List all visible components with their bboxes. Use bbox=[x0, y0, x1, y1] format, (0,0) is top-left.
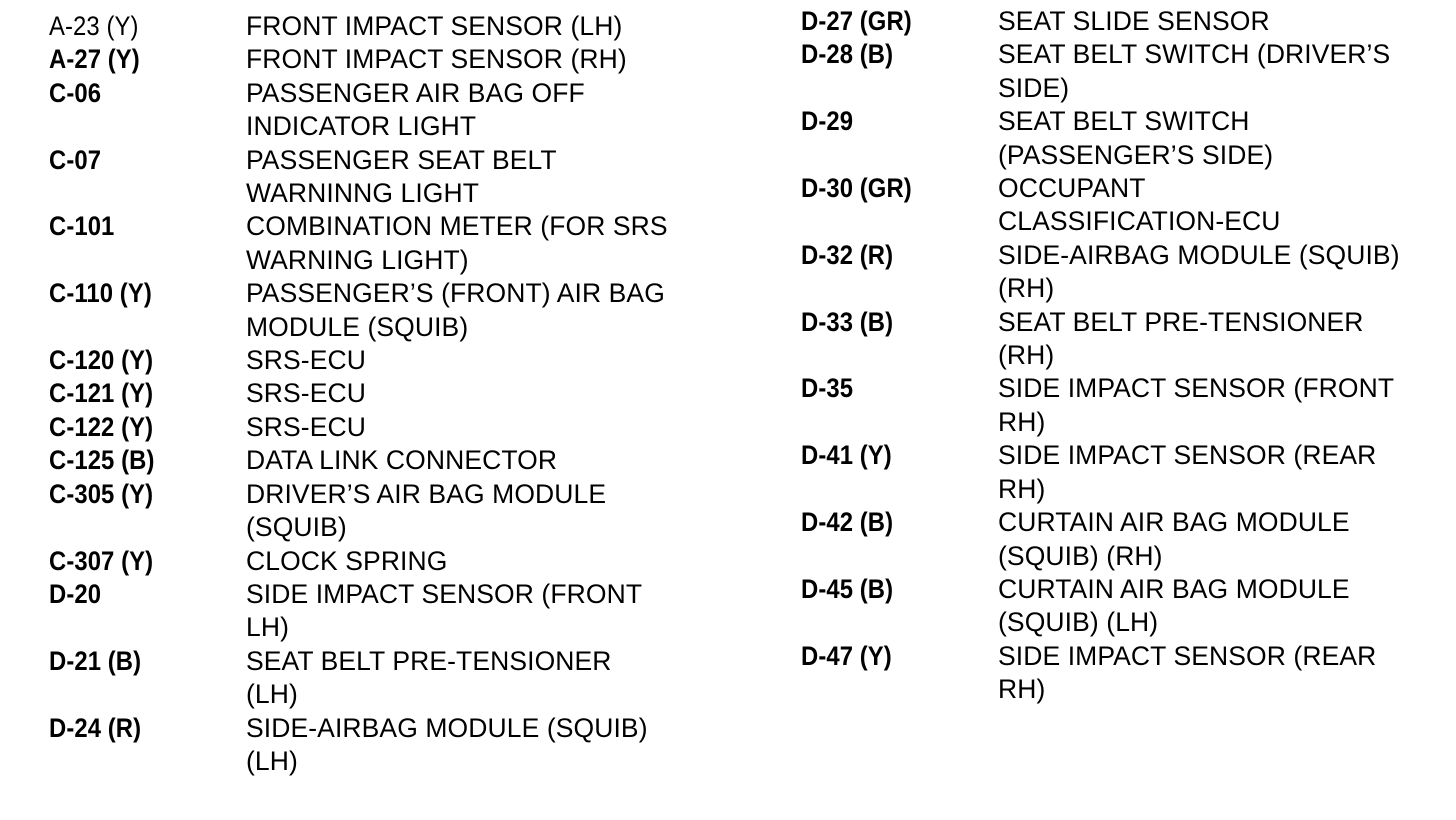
connector-description bbox=[246, 578, 696, 645]
connector-entry bbox=[49, 645, 696, 712]
connector-entry bbox=[801, 640, 1438, 707]
description-line: (LH) bbox=[246, 745, 298, 776]
connector-description bbox=[246, 43, 696, 76]
description-line: (SQUIB) (RH) bbox=[998, 540, 1163, 571]
connector-description bbox=[998, 239, 1438, 306]
description-line: (RH) bbox=[998, 340, 1055, 371]
connector-description bbox=[998, 439, 1438, 506]
connector-code: D-32 (R) bbox=[801, 239, 894, 270]
description-line: SRS-ECU bbox=[246, 411, 366, 442]
connector-code: D-41 (Y) bbox=[801, 440, 892, 471]
description-line: SIDE IMPACT SENSOR (FRONT bbox=[998, 373, 1395, 404]
connector-entry bbox=[49, 478, 696, 545]
description-line: SEAT BELT PRE-TENSIONER bbox=[246, 645, 612, 676]
connector-description bbox=[246, 277, 696, 344]
description-line: FRONT IMPACT SENSOR (LH) bbox=[246, 11, 623, 41]
description-line: PASSENGER AIR BAG OFF bbox=[246, 77, 585, 108]
connector-code: D-27 (GR) bbox=[801, 6, 912, 36]
connector-entry bbox=[49, 344, 696, 377]
connector-entry bbox=[49, 144, 696, 211]
connector-code: D-21 (B) bbox=[49, 645, 142, 676]
connector-description bbox=[246, 444, 696, 477]
connector-description bbox=[246, 144, 696, 211]
description-line: LH) bbox=[246, 612, 290, 643]
connector-entry bbox=[801, 506, 1438, 573]
connector-description bbox=[246, 411, 696, 444]
description-line: DRIVER’S AIR BAG MODULE bbox=[246, 478, 607, 509]
connector-code: D-47 (Y) bbox=[801, 640, 892, 671]
connector-description bbox=[246, 545, 696, 578]
description-line: SIDE) bbox=[998, 72, 1070, 103]
connector-description bbox=[998, 640, 1438, 707]
connector-entry bbox=[49, 545, 696, 578]
connector-code: D-45 (B) bbox=[801, 573, 894, 604]
connector-code: C-101 bbox=[49, 211, 115, 242]
connector-code: D-20 bbox=[49, 578, 102, 609]
connector-description bbox=[998, 506, 1438, 573]
connector-entry bbox=[49, 444, 696, 477]
connector-entry bbox=[801, 105, 1438, 172]
description-line: SIDE IMPACT SENSOR (FRONT bbox=[246, 578, 643, 609]
connector-description bbox=[246, 478, 696, 545]
connector-code: C-07 bbox=[49, 144, 102, 175]
description-line: DATA LINK CONNECTOR bbox=[246, 445, 558, 476]
connector-description bbox=[246, 210, 696, 277]
description-line: SIDE IMPACT SENSOR (REAR bbox=[998, 440, 1377, 471]
connector-description bbox=[998, 172, 1438, 239]
connector-code: C-06 bbox=[49, 77, 102, 108]
connector-entry bbox=[801, 239, 1438, 306]
description-line: CLOCK SPRING bbox=[246, 545, 448, 576]
connector-code: D-28 (B) bbox=[801, 39, 894, 70]
connector-description bbox=[246, 377, 696, 410]
description-line: RH) bbox=[998, 406, 1046, 437]
connector-description bbox=[998, 38, 1438, 105]
description-line: COMBINATION METER (FOR SRS bbox=[246, 211, 668, 242]
connector-code: C-122 (Y) bbox=[49, 411, 154, 442]
connector-code: C-307 (Y) bbox=[49, 545, 154, 576]
description-line: MODULE (SQUIB) bbox=[246, 311, 469, 342]
connector-entry bbox=[801, 38, 1438, 105]
connector-entry bbox=[801, 306, 1438, 373]
connector-code: D-33 (B) bbox=[801, 306, 894, 337]
connector-entry bbox=[49, 578, 696, 645]
description-line: RH) bbox=[998, 473, 1046, 504]
description-line: CURTAIN AIR BAG MODULE bbox=[998, 507, 1350, 538]
connector-code: D-29 bbox=[801, 106, 854, 137]
connector-code: C-305 (Y) bbox=[49, 478, 154, 509]
connector-entry bbox=[49, 77, 696, 144]
description-line: PASSENGER SEAT BELT bbox=[246, 144, 557, 175]
description-line: WARNINNG LIGHT bbox=[246, 178, 480, 209]
connector-entry bbox=[49, 411, 696, 444]
description-line: SRS-ECU bbox=[246, 345, 366, 376]
right-connector-list bbox=[801, 5, 1438, 707]
description-line: (SQUIB) (LH) bbox=[998, 607, 1159, 638]
description-line: SIDE-AIRBAG MODULE (SQUIB) bbox=[998, 239, 1400, 270]
description-line: (SQUIB) bbox=[246, 512, 347, 543]
description-line: CLASSIFICATION-ECU bbox=[998, 206, 1281, 237]
description-line: INDICATOR LIGHT bbox=[246, 111, 477, 142]
connector-entry bbox=[49, 43, 696, 76]
description-line: SEAT SLIDE SENSOR bbox=[998, 6, 1270, 36]
description-line: FRONT IMPACT SENSOR (RH) bbox=[246, 44, 627, 75]
connector-entry bbox=[49, 377, 696, 410]
connector-code: D-24 (R) bbox=[49, 712, 142, 743]
connector-code: D-42 (B) bbox=[801, 507, 894, 538]
connector-description bbox=[998, 105, 1438, 172]
description-line: SEAT BELT SWITCH (DRIVER’S bbox=[998, 39, 1391, 70]
left-connector-list bbox=[49, 10, 696, 778]
connector-entry bbox=[49, 712, 696, 779]
connector-code: D-30 (GR) bbox=[801, 173, 912, 204]
description-line: WARNING LIGHT) bbox=[246, 244, 469, 275]
connector-code: A-27 (Y) bbox=[49, 44, 140, 75]
connector-entry bbox=[801, 5, 1438, 38]
description-line: SRS-ECU bbox=[246, 378, 366, 409]
description-line: (PASSENGER’S SIDE) bbox=[998, 139, 1274, 170]
description-line: (RH) bbox=[998, 273, 1055, 304]
connector-entry bbox=[49, 10, 696, 43]
connector-description bbox=[246, 712, 696, 779]
connector-description bbox=[246, 10, 696, 43]
connector-description bbox=[246, 645, 696, 712]
description-line: SIDE-AIRBAG MODULE (SQUIB) bbox=[246, 712, 648, 743]
description-line: SEAT BELT PRE-TENSIONER bbox=[998, 306, 1364, 337]
description-line: SIDE IMPACT SENSOR (REAR bbox=[998, 640, 1377, 671]
connector-entry bbox=[801, 439, 1438, 506]
connector-code: A-23 (Y) bbox=[49, 11, 139, 41]
description-line: OCCUPANT bbox=[998, 173, 1146, 204]
description-line: CURTAIN AIR BAG MODULE bbox=[998, 573, 1350, 604]
connector-entry bbox=[801, 573, 1438, 640]
description-line: (LH) bbox=[246, 679, 298, 710]
connector-description bbox=[246, 344, 696, 377]
connector-code: C-121 (Y) bbox=[49, 378, 154, 409]
description-line: PASSENGER’S (FRONT) AIR BAG bbox=[246, 278, 665, 309]
connector-code: C-125 (B) bbox=[49, 445, 155, 476]
connector-description bbox=[998, 573, 1438, 640]
connector-code: D-35 bbox=[801, 373, 854, 404]
connector-description bbox=[998, 306, 1438, 373]
connector-description bbox=[246, 77, 696, 144]
connector-entry bbox=[49, 210, 696, 277]
connector-code: C-120 (Y) bbox=[49, 345, 154, 376]
connector-description bbox=[998, 5, 1438, 38]
connector-description bbox=[998, 372, 1438, 439]
description-line: RH) bbox=[998, 674, 1046, 705]
description-line: SEAT BELT SWITCH bbox=[998, 106, 1250, 137]
connector-entry bbox=[801, 172, 1438, 239]
connector-entry bbox=[801, 372, 1438, 439]
connector-entry bbox=[49, 277, 696, 344]
connector-code: C-110 (Y) bbox=[49, 278, 152, 309]
